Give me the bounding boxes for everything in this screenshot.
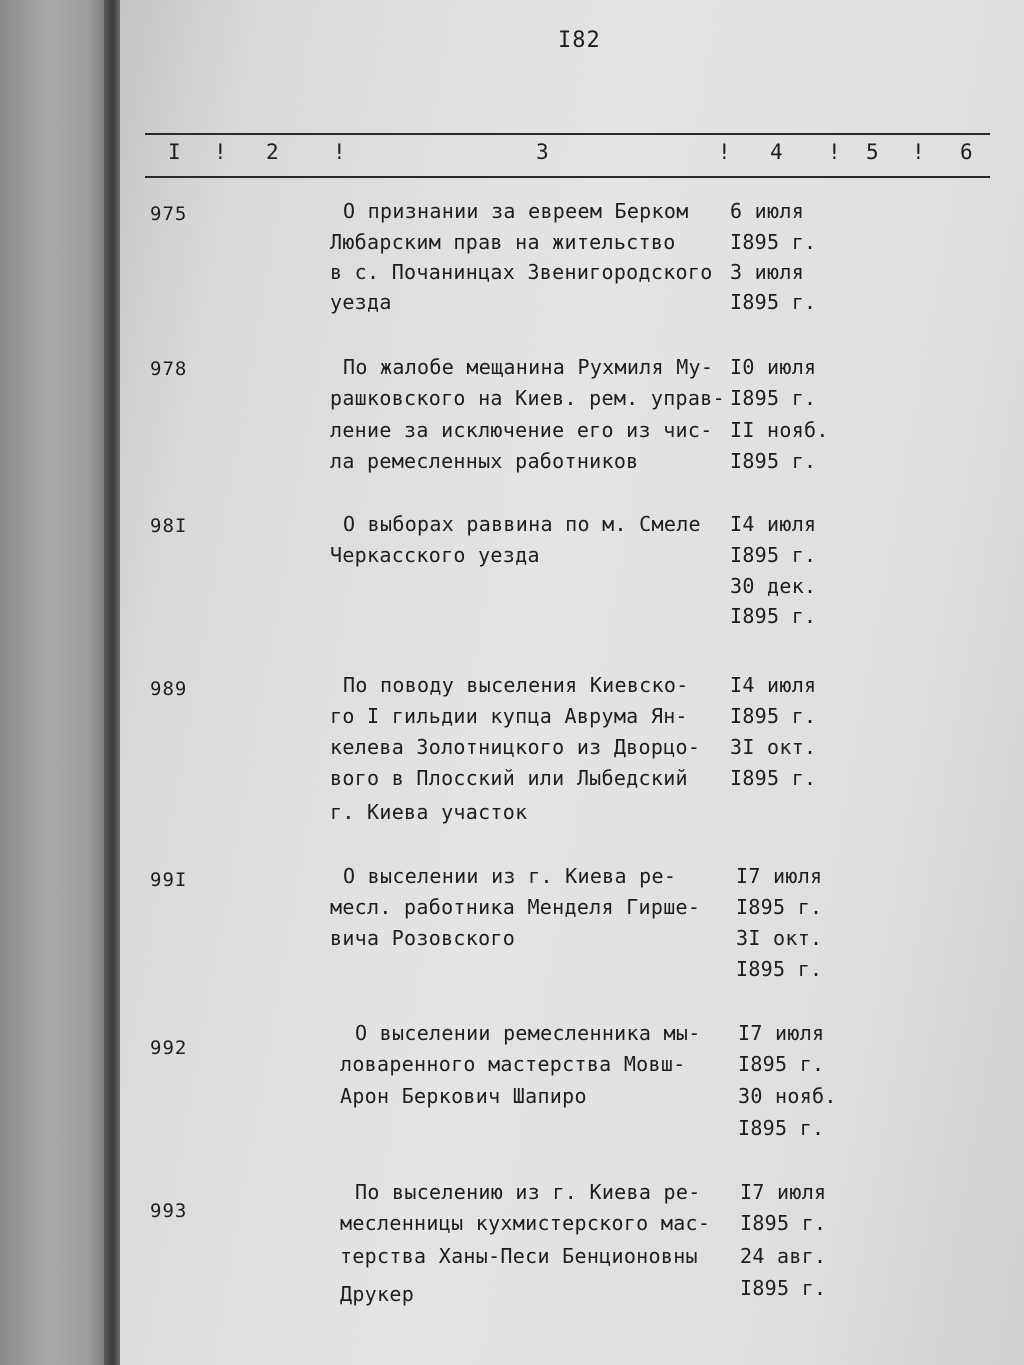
- entry-title-line: в с. Почанинцах Звенигородского: [330, 260, 713, 284]
- entry-date-line: 24 авг.: [740, 1244, 827, 1268]
- header-rule-top: [145, 133, 990, 135]
- entry-date-line: I895 г.: [740, 1211, 827, 1235]
- column-1-header: I: [168, 140, 181, 164]
- entry-title-line: терства Ханы-Песи Бенционовны: [340, 1244, 698, 1268]
- column-separator: !: [718, 140, 731, 164]
- entry-title-line: По поводу выселения Киевско-: [343, 673, 689, 697]
- entry-date-line: I895 г.: [730, 543, 817, 567]
- entry-date-line: 30 дек.: [730, 574, 817, 598]
- entry-title-line: г. Киева участок: [330, 800, 528, 824]
- entry-title-line: О признании за евреем Берком: [343, 199, 689, 223]
- column-separator: !: [333, 140, 346, 164]
- entry-number: 975: [150, 203, 188, 225]
- entry-title-line: вого в Плосский или Лыбедский: [330, 766, 688, 790]
- entry-date-line: 3 июля: [730, 260, 805, 284]
- entry-date-line: I895 г.: [738, 1116, 825, 1140]
- entry-date-line: 6 июля: [730, 199, 805, 223]
- column-separator: !: [912, 140, 925, 164]
- entry-title-line: го I гильдии купца Аврума Ян-: [330, 704, 688, 728]
- entry-date-line: II нояб.: [730, 418, 829, 442]
- entry-date-line: 30 нояб.: [738, 1084, 837, 1108]
- entry-date-line: 3I окт.: [736, 926, 823, 950]
- entry-date-line: I895 г.: [740, 1276, 827, 1300]
- facing-page-edge: [0, 0, 112, 1365]
- entry-number: 992: [150, 1037, 188, 1059]
- page-number: I82: [558, 28, 601, 53]
- entry-title-line: О выборах раввина по м. Смеле: [343, 512, 701, 536]
- entry-date-line: I0 июля: [730, 355, 817, 379]
- entry-title-line: Черкасского уезда: [330, 543, 540, 567]
- entry-date-line: I7 июля: [740, 1180, 827, 1204]
- entry-date-line: I895 г.: [730, 230, 817, 254]
- column-6-header: 6: [960, 140, 973, 164]
- entry-title-line: О выселении ремесленника мы-: [355, 1021, 701, 1045]
- entry-title-line: уезда: [330, 290, 392, 314]
- entry-title-line: ление за исключение его из чис-: [330, 418, 713, 442]
- entry-date-line: I895 г.: [730, 290, 817, 314]
- entry-title-line: вича Розовского: [330, 926, 516, 950]
- entry-title-line: рашковского на Киев. рем. управ-: [330, 386, 725, 410]
- entry-date-line: I895 г.: [730, 386, 817, 410]
- entry-number: 99I: [150, 869, 188, 891]
- entry-number: 989: [150, 678, 188, 700]
- header-rule-bottom: [145, 176, 990, 178]
- entry-date-line: I895 г.: [736, 895, 823, 919]
- entry-number: 993: [150, 1200, 188, 1222]
- entry-title-line: келева Золотницкого из Дворцо-: [330, 735, 701, 759]
- entry-date-line: 3I окт.: [730, 735, 817, 759]
- entry-date-line: I7 июля: [736, 864, 823, 888]
- entry-title-line: ла ремесленных работников: [330, 449, 639, 473]
- entry-title-line: месл. работника Менделя Гирше-: [330, 895, 701, 919]
- entry-title-line: О выселении из г. Киева ре-: [343, 864, 677, 888]
- entry-title-line: месленницы кухмистерского мас-: [340, 1211, 711, 1235]
- column-separator: !: [214, 140, 227, 164]
- entry-title-line: ловаренного мастерства Мовш-: [340, 1052, 686, 1076]
- entry-date-line: I895 г.: [730, 449, 817, 473]
- entry-date-line: I895 г.: [730, 704, 817, 728]
- entry-title-line: Друкер: [340, 1282, 415, 1306]
- entry-title-line: По жалобе мещанина Рухмиля Му-: [343, 355, 714, 379]
- entry-title-line: По выселению из г. Киева ре-: [355, 1180, 701, 1204]
- column-2-header: 2: [266, 140, 279, 164]
- entry-date-line: I895 г.: [730, 766, 817, 790]
- entry-date-line: I7 июля: [738, 1021, 825, 1045]
- entry-number: 98I: [150, 515, 188, 537]
- entry-date-line: I895 г.: [738, 1052, 825, 1076]
- entry-date-line: I895 г.: [736, 957, 823, 981]
- entry-date-line: I4 июля: [730, 512, 817, 536]
- column-3-header: 3: [536, 140, 549, 164]
- column-5-header: 5: [866, 140, 879, 164]
- entry-title-line: Любарским прав на жительство: [330, 230, 676, 254]
- entry-date-line: I4 июля: [730, 673, 817, 697]
- column-4-header: 4: [770, 140, 783, 164]
- entry-date-line: I895 г.: [730, 604, 817, 628]
- entry-title-line: Арон Беркович Шапиро: [340, 1084, 587, 1108]
- entry-number: 978: [150, 358, 188, 380]
- column-separator: !: [828, 140, 841, 164]
